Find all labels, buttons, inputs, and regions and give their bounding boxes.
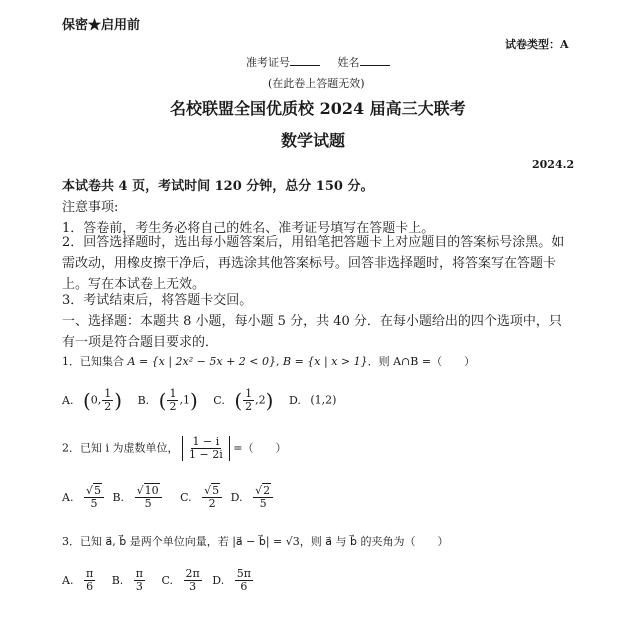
q2-option-a: $\frac{√5}{5}$ bbox=[84, 485, 104, 510]
admission-blank bbox=[290, 65, 320, 66]
confidential-mark: 保密★启用前 bbox=[62, 18, 141, 33]
q2-option-d: $\frac{√2}{5}$ bbox=[253, 485, 273, 510]
exam-summary: 本试卷共 4 页，考试时间 120 分钟，总分 150 分。 bbox=[62, 179, 374, 194]
notes-heading: 注意事项: bbox=[62, 200, 119, 215]
exam-date: 2024.2 bbox=[532, 158, 575, 171]
note-2: 2．回答选择题时，选出每小题答案后，用铅笔把答题卡上对应题目的答案标号涂黑。如需改动，用橡皮擦干净后，再选涂其他答案标号。回答非选择题时，将答案写在答题卡上。写在本试卷上无效。 bbox=[62, 235, 565, 292]
section-heading: 一、选择题：本题共 8 小题，每小题 5 分，共 40 分．在每小题给出的四个选项中，只有一项是符合题目要求的． bbox=[62, 314, 562, 350]
admission-line bbox=[246, 54, 390, 70]
q3-option-c: $\frac{2\pi}{3}$ bbox=[185, 567, 200, 593]
q1-option-b-label: B. bbox=[137, 393, 150, 407]
name-blank bbox=[360, 65, 390, 66]
exam-title: 名校联盟全国优质校 2024 届高三大联考 bbox=[170, 99, 466, 118]
q3-option-b: $\frac{\pi}{3}$ bbox=[135, 567, 144, 593]
question-3-options: A. $\frac{\pi}{6}$ B. $\frac{\pi}{3}$ C. $\frac{2\pi}{3}$ D. $\frac{5\pi}{6}$ bbox=[62, 567, 251, 593]
note-3: 3．考试结束后，将答题卡交回。 bbox=[62, 293, 253, 308]
q3-option-a: $\frac{\pi}{6}$ bbox=[85, 567, 94, 593]
exam-type: 试卷类型：A bbox=[505, 38, 569, 51]
q2-option-c: $\frac{√5}{2}$ bbox=[202, 485, 222, 510]
q1-option-d-label: D. bbox=[288, 393, 301, 407]
q2-numerator: 1 − i bbox=[192, 435, 220, 448]
note-1: 1．答卷前，考生务必将自己的姓名、准考证号填写在答题卡上。 bbox=[62, 221, 435, 236]
q1-option-a-label: A. bbox=[62, 393, 74, 407]
question-1: 1．已知集合 A = {x | 2x² − 5x + 2 < 0}, B = {x | x > 1}．则 A∩B =（ ） bbox=[62, 355, 476, 368]
q2-option-b: $\frac{√10}{5}$ bbox=[135, 485, 162, 510]
q2-denominator: 1 − 2i bbox=[189, 448, 223, 461]
q1-option-c-label: C. bbox=[213, 393, 225, 407]
set-a: A = {x | 2x² − 5x + 2 < 0} bbox=[127, 355, 276, 368]
q1-option-a-frac: $\frac{1}{2}$ bbox=[104, 387, 112, 413]
question-2-options: A. $\frac{√5}{5}$ B. $\frac{√10}{5}$ C. $\frac{√5}{2}$ D. $\frac{√2}{5}$ bbox=[62, 485, 274, 510]
admission-label: 准考证号 bbox=[246, 56, 290, 69]
invalid-notice: (在此卷上答题无效) bbox=[268, 77, 365, 90]
name-label: 姓名 bbox=[337, 56, 360, 69]
question-2: 2．已知 i 为虚数单位， $\frac{1 - i}{1 - 2i}$ =（ ） bbox=[62, 435, 287, 461]
set-b: B = {x | x > 1} bbox=[283, 355, 368, 368]
question-3: 3．已知 a⃗, b⃗ 是两个单位向量，若 |a⃗ − b⃗| = √3，则 a⃗ 与 b⃗ 的夹角为（ ） bbox=[62, 535, 449, 548]
q1-option-d-value: (1,2) bbox=[310, 393, 337, 407]
question-1-options: A. (0, $\frac{1}{2}$ ) B. ( $\frac{1}{2}$ ,1) C. ( $\frac{1}{2}$ ,2) D. (1,2) bbox=[62, 387, 337, 413]
subject-title: 数学试题 bbox=[281, 131, 346, 150]
q3-option-d: $\frac{5\pi}{6}$ bbox=[236, 567, 251, 593]
